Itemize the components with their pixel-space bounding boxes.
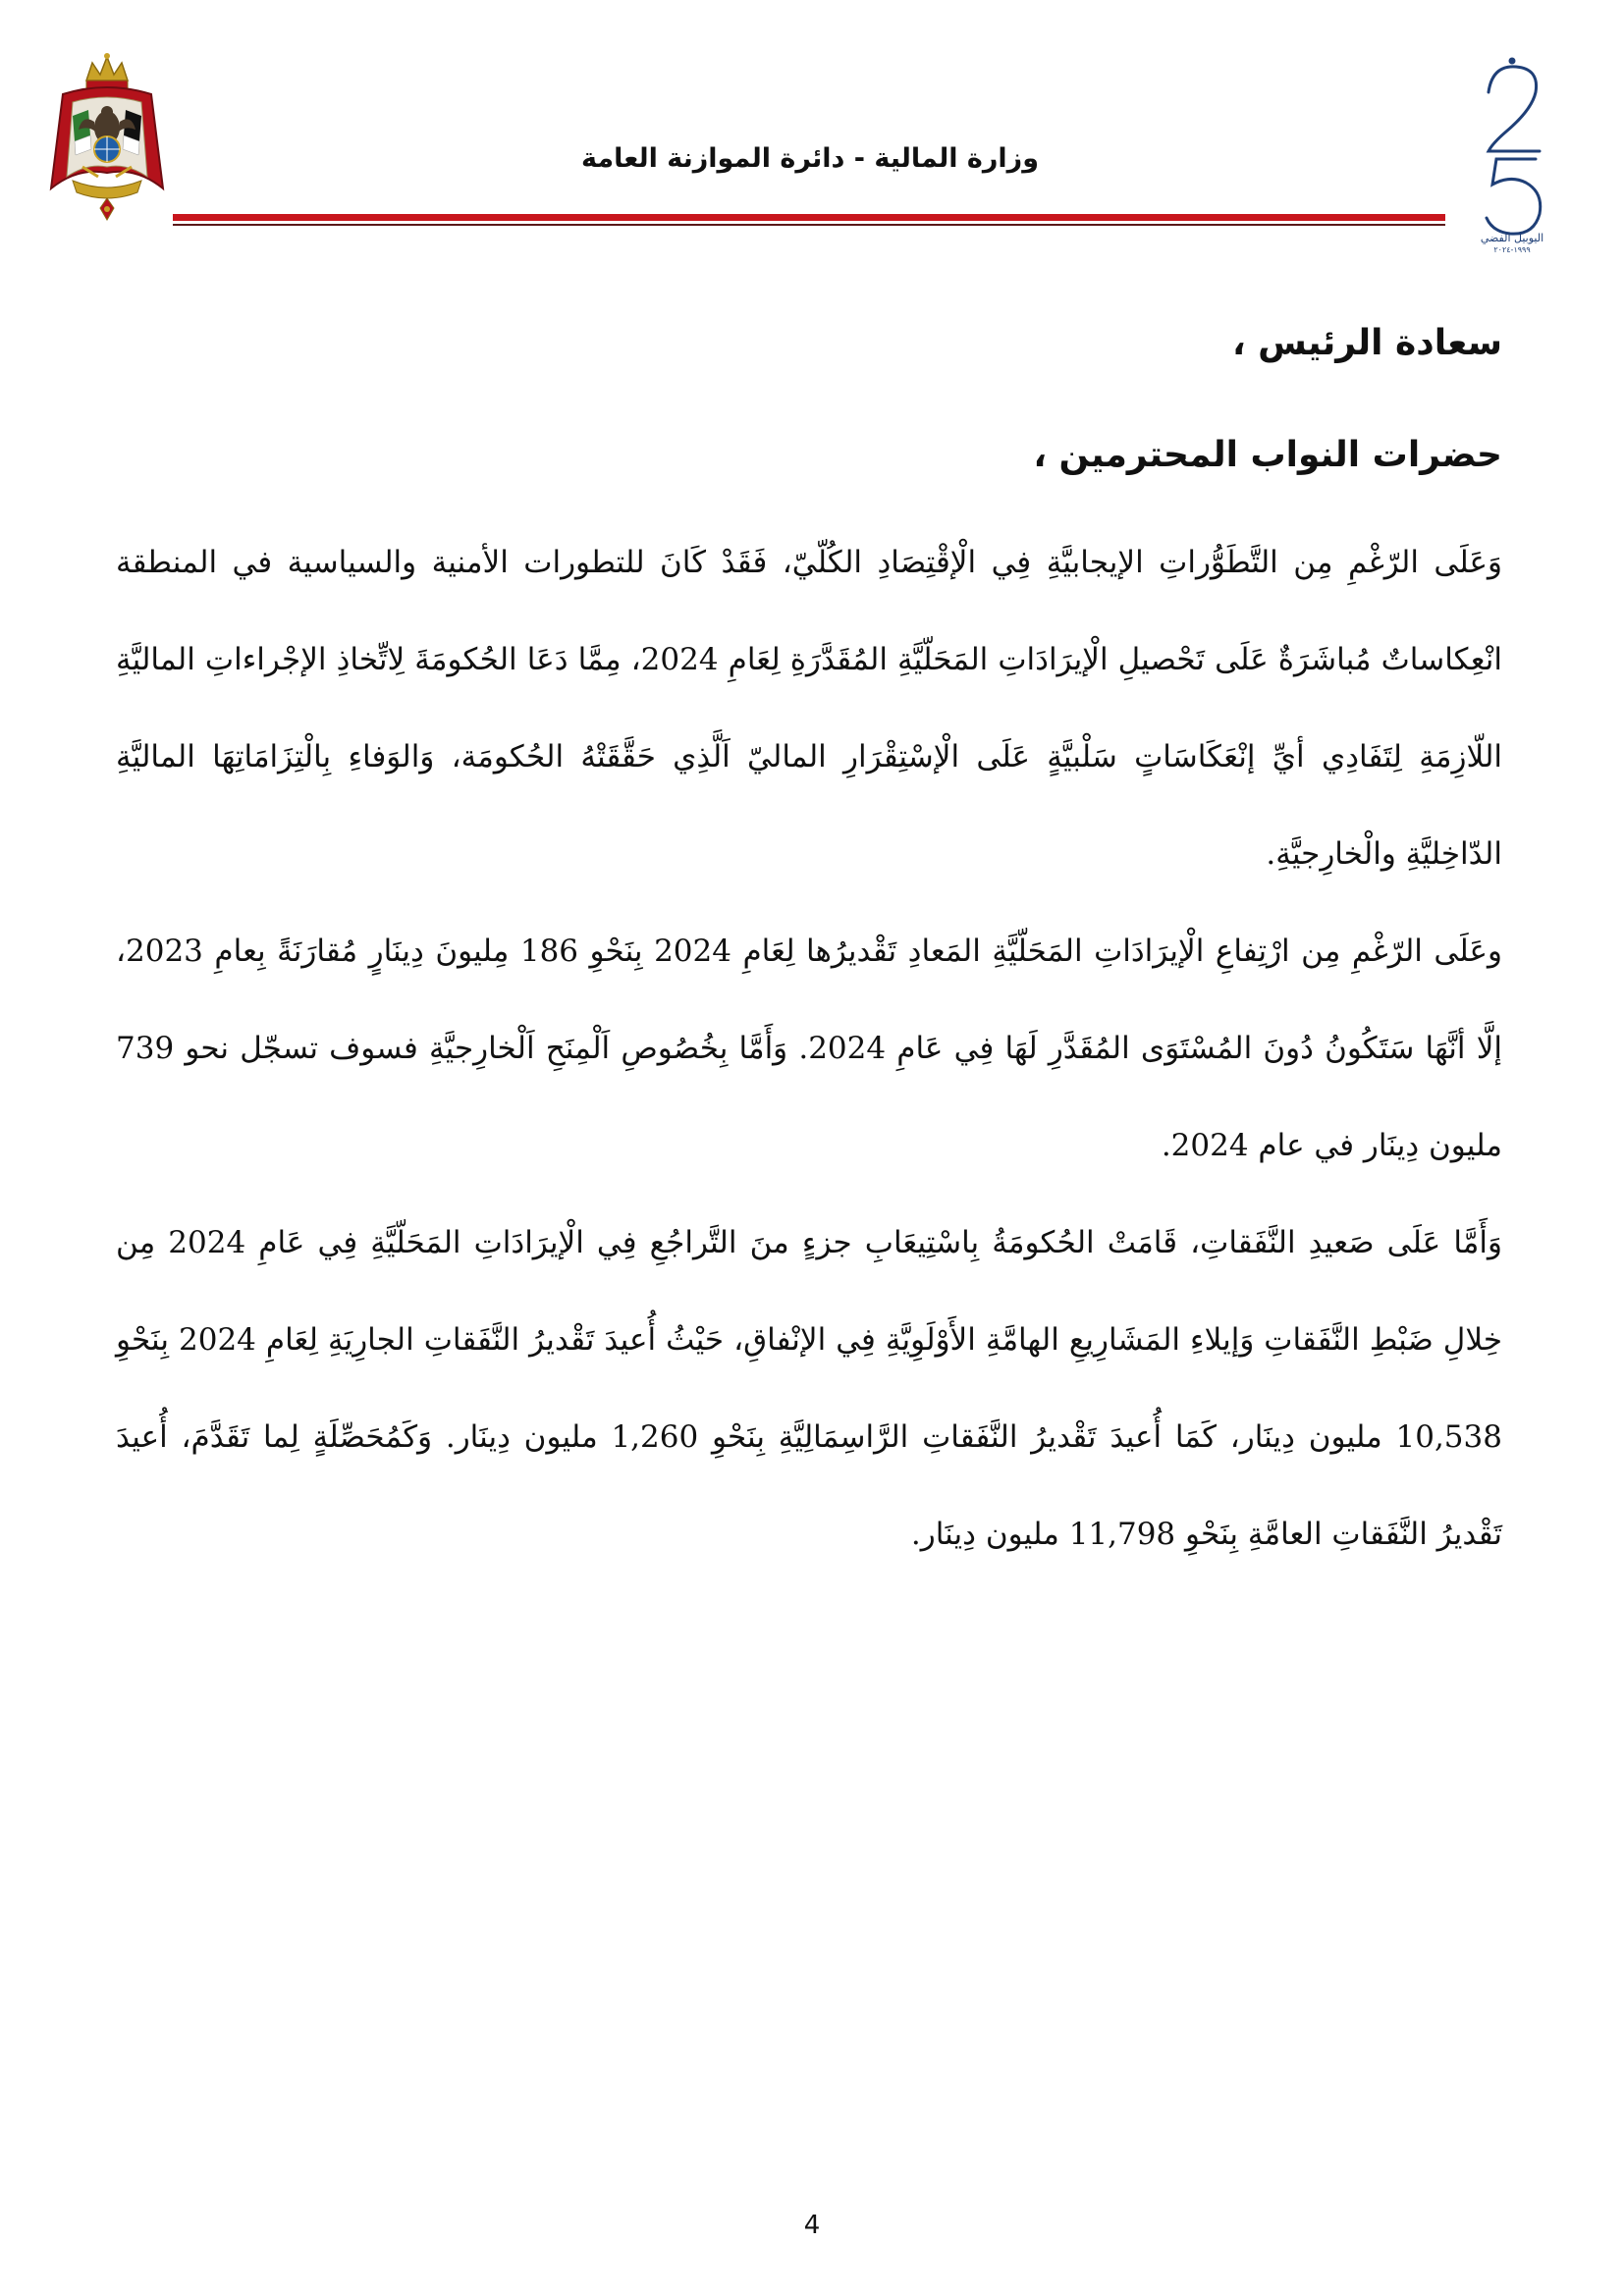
paragraph-revenues-grants: وعَلَى الرّغْمِ مِن ارْتِفاعِ الْإيرَادَاتِ المَحَلّيَّةِ المَعادِ تَقْديرُها لِعَامِ 2024 بِنَحْوِ 186 مِليونَ دِينَارٍ مُقارَنَةً بِعامِ 2023، إلَّا أنَّهَا سَتَكُونُ دُونَ المُسْتَوَى المُقَدَّرِ لَهَا فِي عَامِ 2024. وَأَمَّا بِخُصُوصِ اَلْمِنَحِ اَلْخارِجيَّةِ فسوف تسجّل نحو 739 مليون دِينَار في عام 2024. bbox=[116, 934, 1502, 1163]
document-body bbox=[116, 294, 1502, 1583]
jubilee-caption: اليوبيل الفضي bbox=[1480, 232, 1544, 244]
page-header bbox=[0, 0, 1624, 253]
page-number: 4 bbox=[803, 2211, 821, 2240]
salutation-speaker: سعادة الرئيس ، bbox=[1231, 323, 1502, 363]
paragraph-expenditures: وَأَمَّا عَلَى صَعيدِ النَّفَقاتِ، قَامَتْ الحُكومَةُ بِاسْتِيعَابِ جزءٍ منَ التَّراجُعِ فِي الْإيرَادَاتِ المَحَلّيَّةِ فِي عَامِ 2024 مِن خِلالِ ضَبْطِ النَّفَقاتِ وَإيلاءِ المَشَارِيعِ الهامَّةِ الأَوْلَوِيَّةِ فِي الإنْفاقِ، حَيْثُ أُعيدَ تَقْديرُ النَّفَقاتِ الجارِيَةِ لِعَامِ 2024 بِنَحْوِ 10,538 مليون دِينَار، كَمَا أُعيدَ تَقْديرُ النَّفَقاتِ الرَّاسِمَالِيَّةِ بِنَحْوِ 1,260 مليون دِينَار. وَكَمُحَصِّلَةٍ لِما تَقَدَّمَ، أُعيدَ تَقْديرُ النَّفَقاتِ العامَّةِ بِنَحْوِ 11,798 مليون دِينَار. bbox=[116, 1225, 1502, 1552]
jubilee-years: ١٩٩٩-٢٠٢٤ bbox=[1493, 245, 1531, 253]
paragraph-security-impact: وَعَلَى الرّغْمِ مِن التَّطَوُّراتِ الإيجابيَّةِ فِي الْإقْتِصَادِ الكُلّيّ، فَقَدْ كَانَ للتطورات الأمنية والسياسية في المنطقة انْعِكاساتٌ مُباشَرَةٌ عَلَى تَحْصيلِ الْإيرَادَاتِ المَحَلّيَّةِ المُقَدَّرَةِ لِعَامِ 2024، مِمَّا دَعَا الحُكومَةَ لِاتِّخاذِ الإجْراءاتِ الماليَّةِ اللّازِمَةِ لِتَفَادِي أيِّ إنْعَكَاسَاتٍ سَلْبيَّةٍ عَلَى الْإسْتِقْرَارِ الماليّ اَلَّذِي حَقَّقَتْهُ الحُكومَة، وَالوَفاءِ بِالْتِزَامَاتِهَا الماليَّةِ الدّاخِليَّةِ والْخارِجيَّةِ. bbox=[116, 545, 1502, 872]
header-divider-red bbox=[173, 214, 1445, 221]
coat-of-arms-emblem-icon bbox=[43, 51, 171, 226]
silver-jubilee-logo-icon bbox=[1463, 57, 1561, 253]
header-title: وزارة المالية - دائرة الموازنة العامة bbox=[580, 143, 1039, 174]
salutation-deputies: حضرات النواب المحترمين ، bbox=[1033, 435, 1502, 475]
header-divider-dark bbox=[173, 224, 1445, 226]
